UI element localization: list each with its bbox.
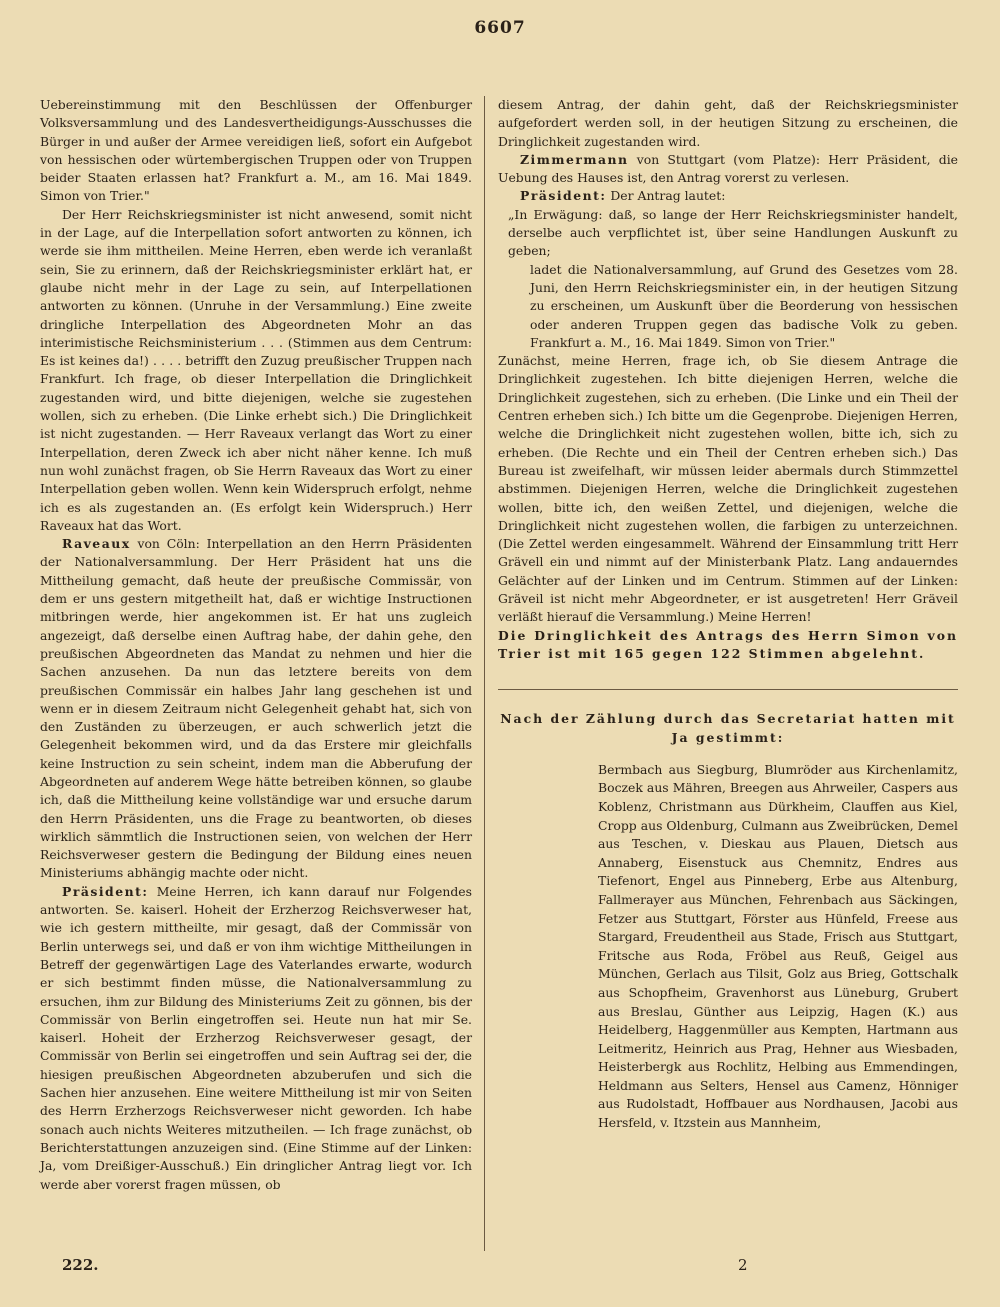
speaker-name: Zimmermann xyxy=(520,151,629,167)
speech xyxy=(40,535,472,883)
speech-text: Meine Herren, ich kann darauf nur Folgendes antworten. Se. kaiserl. Hoheit der Erzherzog Reichsverweser hat, wie ich gestern mittheilte, mir gesagt, daß der Commissär von Berlin unterwegs sei, und daß er von ihm wichtige Mittheilungen in Betreff der gegenwärtigen Lage des Vaterlandes erwarte, wodurch er sich bestimmt finden müsse, die Nationalversammlung zu ersuchen, ihm zur Bildung des Ministeriums Zeit zu gönnen, bis der Commissär von Berlin eingetroffen sei. Heute nun hat mir Se. kaiserl. Hoheit der Erzherzog Reichsverweser gesagt, der Commissär von Berlin sei eingetroffen und sein Auftrag sei der, die hiesigen preußischen Abgeordneten abzuberufen und sich die Sachen hier anzusehen. Eine weitere Mittheilung ist mir von Seiten des Herrn Erzherzogs Reichsverweser nicht geworden. Ich habe sonach auch nichts Weiteres mitzutheilen. — Ich frage zunächst, ob Berichterstattungen anzuzeigen sind. (Eine Stimme auf der Linken: Ja, vom Dreißiger-Ausschuß.) Ein dringlicher Antrag liegt vor. Ich werde aber vorerst fragen müssen, ob xyxy=(40,883,472,1192)
speech xyxy=(40,883,472,1194)
column-divider xyxy=(484,96,485,1251)
paragraph: Zunächst, meine Herren, frage ich, ob Sie diesem Antrage die Dringlichkeit zugestehen. Ich bitte diejenigen Herren, welche die Dringlichkeit zugestehen, sich zu erheben. (Die Linke und ein Theil der Centren erheben sich.) Ich bitte um die Gegenprobe. Diejenigen Herren, welche die Dringlichkeit nicht zugestehen wollen, bitte ich, sich zu erheben. (Die Rechte und ein Theil der Centren erheben sich.) Das Bureau ist zweifelhaft, wir müssen leider abermals durch Stimmzettel abstimmen. Diejenigen Herren, welche die Dringlichkeit zugestehen wollen, bitte ich, den weißen Zettel, und diejenigen, welche die Dringlichkeit nicht zugestehen wollen, die farbigen zu unterzeichnen. (Die Zettel werden eingesammelt. Während der Einsammlung tritt Herr Grävell ein und nimmt auf der Ministerbank Platz. Lang andauerndes Gelächter auf der Linken und im Centrum. Stimmen auf der Linken: Gräveil ist nicht mehr Abgeordneter, er ist ausgetreten! Herr Gräveil verläßt hierauf die Versammlung.) Meine Herren! xyxy=(498,353,958,625)
section-rule xyxy=(498,689,958,690)
sheet-signature: 222. xyxy=(62,1256,99,1274)
speech xyxy=(498,151,958,188)
speech-text: von Stuttgart (vom Platze): Herr Präsident, die Uebung des Hauses ist, den Antrag vorerst zu verlesen. xyxy=(498,151,958,186)
sheet-number: 2 xyxy=(738,1256,748,1274)
page-number: 6607 xyxy=(474,18,526,38)
speech-text: Der Antrag lautet: xyxy=(610,188,726,204)
vote-list-heading: Nach der Zählung durch das Secretariat hatten mit Ja gestimmt: xyxy=(500,711,956,745)
right-column xyxy=(498,96,958,1133)
paragraph: Uebereinstimmung mit den Beschlüssen der Offenburger Volksversammlung und des Landesvertheidigungs-Ausschusses die Bürger in und außer der Armee vereidigen ließ, sofort ein Aufgebot von hessischen oder würtembergischen Truppen oder von Truppen beider Staaten erlassen hat? Frankfurt a. M., am 16. Mai 1849. Simon von Trier." xyxy=(40,97,472,204)
speech xyxy=(498,187,958,205)
speaker-name: Präsident: xyxy=(62,883,149,899)
vote-result: Die Dringlichkeit des Antrags des Herrn Simon von Trier ist mit 165 gegen 122 Stimmen abgelehnt. xyxy=(498,627,958,661)
speaker-name: Präsident: xyxy=(520,188,607,204)
motion-quote-body: ladet die Nationalversammlung, auf Grund des Gesetzes vom 28. Juni, den Herrn Reichskriegsminister ein, in der heutigen Sitzung zu erscheinen, um Auskunft über die Beorderung von hessischen oder anderen Truppen gegen das badische Volk zu geben. Frankfurt a. M., 16. Mai 1849. Simon von Trier." xyxy=(530,261,958,350)
speech-text: von Cöln: Interpellation an den Herrn Präsidenten der Nationalversammlung. Der Herr Präsident hat uns die Mittheilung gemacht, daß heute der preußische Commissär, von dem er uns gestern mitgetheilt hat, daß er wichtige Instructionen mitbringen werde, hier angekommen ist. Er hat uns zugleich angezeigt, daß derselbe einen Auftrag habe, der dahin gehe, den preußischen Abgeordneten das Mandat zu nehmen und hier die Sachen anzusehen. Da nun das letztere bereits von dem preußischen Commissär ein halbes Jahr lang geschehen ist und wenn er in diesem Zeitraum nicht Gelegenheit gehabt hat, sich von den Zuständen zu überzeugen, er auch schwerlich jetzt die Gelegenheit bekommen wird, und da das Erstere mir gleichfalls keine Instruction zu sein scheint, indem man die Abberufung der Abgeordneten auf anderem Wege hätte betreiben können, so glaube ich, daß die Mittheilung keine vollständige war und ersuche darum den Herrn Präsidenten, uns die Frage zu beantworten, ob dieses wirklich sämmtlich die Instructionen seien, von welchen der Herr Reichsverweser gestern die Bedingung der Bildung eines neuen Ministeriums abhängig machte oder nicht. xyxy=(40,536,472,881)
left-column xyxy=(40,96,472,1194)
vote-list: Bermbach aus Siegburg, Blumröder aus Kirchenlamitz, Boczek aus Mähren, Breegen aus Ahrweiler, Caspers aus Koblenz, Christmann aus Dürkheim, Clauffen aus Kiel, Cropp aus Oldenburg, Culmann aus Zweibrücken, Demel aus Teschen, v. Dieskau aus Plauen, Dietsch aus Annaberg, Eisenstuck aus Chemnitz, Endres aus Tiefenort, Engel aus Pinneberg, Erbe aus Altenburg, Fallmerayer aus München, Fehrenbach aus Säckingen, Fetzer aus Stuttgart, Förster aus Hünfeld, Freese aus Stargard, Freudentheil aus Stade, Frisch aus Stuttgart, Fritsche aus Roda, Fröbel aus Reuß, Geigel aus München, Gerlach aus Tilsit, Golz aus Brieg, Gottschalk aus Schopfheim, Gravenhorst aus Lüneburg, Grubert aus Breslau, Günther aus Leipzig, Hagen (K.) aus Heidelberg, Haggenmüller aus Kempten, Hartmann aus Leitmeritz, Heinrich aus Prag, Hehner aus Wiesbaden, Heisterbergk aus Rochlitz, Helbing aus Emmendingen, Heldmann aus Selters, Hensel aus Camenz, Hönniger aus Rudolstadt, Hoffbauer aus Nordhausen, Jacobi aus Hersfeld, v. Itzstein aus Mannheim, xyxy=(598,761,958,1131)
paragraph: Der Herr Reichskriegsminister ist nicht anwesend, somit nicht in der Lage, auf die Interpellation sofort antworten zu können, ich werde sie ihm mittheilen. Meine Herren, eben werde ich veranlaßt sein, Sie zu erinnern, daß der Reichskriegsminister erklärt hat, er glaube nicht mehr in der Lage zu sein, auf Interpellationen antworten zu können. (Unruhe in der Versammlung.) Eine zweite dringliche Interpellation des Abgeordneten Mohr an das interimistische Reichsministerium . . . (Stimmen aus dem Centrum: Es ist keines da!) . . . . betrifft den Zuzug preußischer Truppen nach Frankfurt. Ich frage, ob dieser Interpellation die Dringlichkeit zugestanden wird, und bitte diejenigen, welche sie zugestehen wollen, sich zu erheben. (Die Linke erhebt sich.) Die Dringlichkeit ist nicht zugestanden. — Herr Raveaux verlangt das Wort zu einer Interpellation, deren Zweck ich aber nicht näher kenne. Ich muß nun wohl zunächst fragen, ob Sie Herrn Raveaux das Wort zu einer Interpellation geben wollen. Wenn kein Widerspruch erfolgt, nehme ich es als zugestanden an. (Es erfolgt kein Widerspruch.) Herr Raveaux hat das Wort. xyxy=(40,206,472,533)
speaker-name: Raveaux xyxy=(62,536,131,552)
motion-quote-intro: „In Erwägung: daß, so lange der Herr Reichskriegsminister handelt, derselbe auch verpflichtet ist, über seine Handlungen Auskunft zu geben; xyxy=(508,206,958,259)
paragraph: diesem Antrag, der dahin geht, daß der Reichskriegsminister aufgefordert werden soll, in der heutigen Sitzung zu erscheinen, die Dringlichkeit zugestanden wird. xyxy=(498,97,958,149)
